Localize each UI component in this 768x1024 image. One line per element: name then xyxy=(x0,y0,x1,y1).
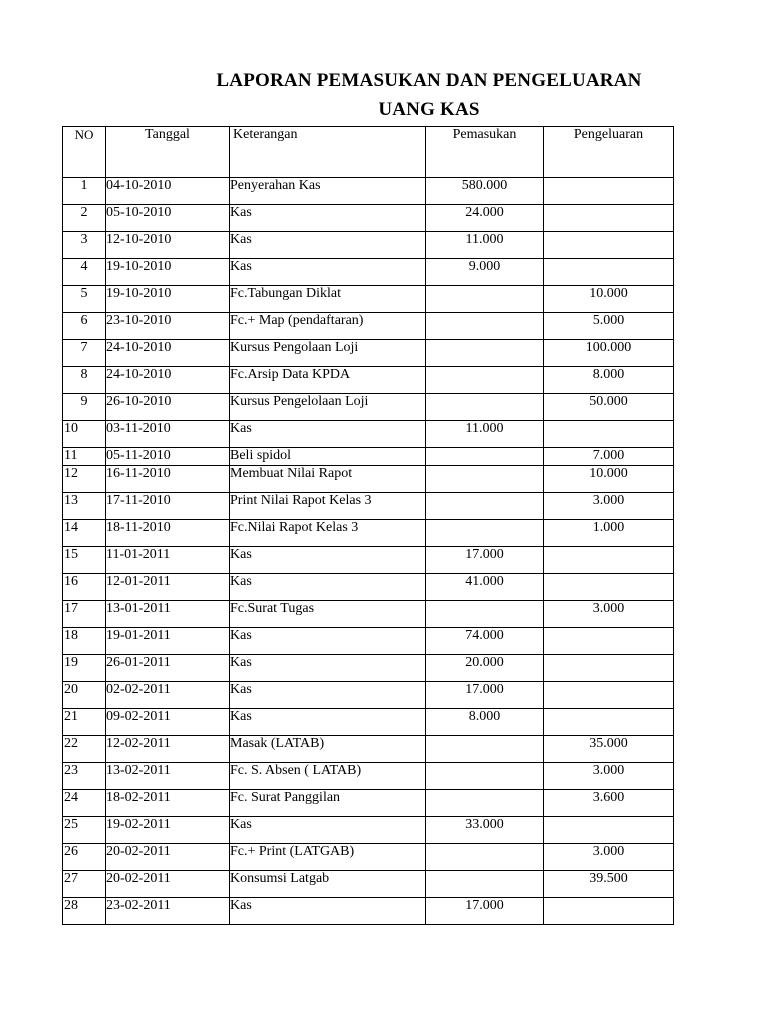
cell-pengeluaran: 3.600 xyxy=(544,790,674,817)
cell-pengeluaran: 5.000 xyxy=(544,313,674,340)
cell-pengeluaran xyxy=(544,259,674,286)
cell-pengeluaran: 50.000 xyxy=(544,394,674,421)
cell-pengeluaran xyxy=(544,547,674,574)
cell-pengeluaran xyxy=(544,709,674,736)
cell-tanggal: 12-01-2011 xyxy=(106,574,230,601)
cell-tanggal: 17-11-2010 xyxy=(106,493,230,520)
table-row xyxy=(63,493,674,520)
cell-keterangan: Fc.+ Print (LATGAB) xyxy=(230,844,426,871)
cell-pengeluaran xyxy=(544,574,674,601)
cell-no: 22 xyxy=(63,736,106,763)
column-header-no: NO xyxy=(63,127,106,178)
cell-tanggal: 26-10-2010 xyxy=(106,394,230,421)
table-row xyxy=(63,817,674,844)
cell-pengeluaran xyxy=(544,421,674,448)
cell-no: 14 xyxy=(63,520,106,547)
cell-pengeluaran xyxy=(544,655,674,682)
cell-keterangan: Kas xyxy=(230,898,426,925)
table-row xyxy=(63,367,674,394)
cell-tanggal: 13-01-2011 xyxy=(106,601,230,628)
table-body xyxy=(63,178,674,925)
column-header-keterangan: Keterangan xyxy=(230,127,426,178)
cell-keterangan: Kas xyxy=(230,547,426,574)
cell-keterangan: Kas xyxy=(230,628,426,655)
table-header-row xyxy=(63,127,674,178)
cell-pemasukan: 17.000 xyxy=(426,547,544,574)
column-header-tanggal: Tanggal xyxy=(106,127,230,178)
report-subtitle: UANG KAS xyxy=(378,99,480,120)
cell-pengeluaran: 39.500 xyxy=(544,871,674,898)
cell-no: 12 xyxy=(63,466,106,493)
cell-pengeluaran xyxy=(544,628,674,655)
cell-pemasukan: 24.000 xyxy=(426,205,544,232)
cell-pemasukan xyxy=(426,448,544,466)
table-row xyxy=(63,709,674,736)
table-row xyxy=(63,898,674,925)
cell-no: 7 xyxy=(63,340,106,367)
cell-pengeluaran: 35.000 xyxy=(544,736,674,763)
cell-pemasukan xyxy=(426,601,544,628)
cell-no: 17 xyxy=(63,601,106,628)
cell-pemasukan xyxy=(426,313,544,340)
table-row xyxy=(63,844,674,871)
cell-no: 13 xyxy=(63,493,106,520)
cell-pemasukan xyxy=(426,466,544,493)
cell-keterangan: Penyerahan Kas xyxy=(230,178,426,205)
cell-pemasukan xyxy=(426,367,544,394)
cell-keterangan: Kas xyxy=(230,259,426,286)
cell-keterangan: Kas xyxy=(230,421,426,448)
cell-tanggal: 05-10-2010 xyxy=(106,205,230,232)
cell-no: 24 xyxy=(63,790,106,817)
cell-tanggal: 24-10-2010 xyxy=(106,340,230,367)
cell-no: 15 xyxy=(63,547,106,574)
table-row xyxy=(63,466,674,493)
cell-tanggal: 04-10-2010 xyxy=(106,178,230,205)
column-header-pengeluaran: Pengeluaran xyxy=(544,127,674,178)
table-row xyxy=(63,601,674,628)
cell-pemasukan xyxy=(426,763,544,790)
cell-keterangan: Kas xyxy=(230,682,426,709)
cell-no: 19 xyxy=(63,655,106,682)
cell-no: 28 xyxy=(63,898,106,925)
cell-pemasukan: 33.000 xyxy=(426,817,544,844)
table-row xyxy=(63,574,674,601)
table-row xyxy=(63,547,674,574)
cell-pemasukan: 8.000 xyxy=(426,709,544,736)
cell-tanggal: 02-02-2011 xyxy=(106,682,230,709)
cell-no: 6 xyxy=(63,313,106,340)
cell-pengeluaran: 3.000 xyxy=(544,601,674,628)
cell-no: 2 xyxy=(63,205,106,232)
cell-pengeluaran: 8.000 xyxy=(544,367,674,394)
cell-tanggal: 09-02-2011 xyxy=(106,709,230,736)
cell-pengeluaran: 7.000 xyxy=(544,448,674,466)
cell-tanggal: 03-11-2010 xyxy=(106,421,230,448)
cell-pemasukan xyxy=(426,394,544,421)
cell-keterangan: Beli spidol xyxy=(230,448,426,466)
table-row xyxy=(63,628,674,655)
cell-keterangan: Kursus Pengolaan Loji xyxy=(230,340,426,367)
table-row xyxy=(63,340,674,367)
table-row xyxy=(63,448,674,466)
cell-pengeluaran xyxy=(544,817,674,844)
table-row xyxy=(63,682,674,709)
cash-ledger-table xyxy=(62,126,674,925)
cell-no: 27 xyxy=(63,871,106,898)
cell-tanggal: 18-11-2010 xyxy=(106,520,230,547)
cell-no: 23 xyxy=(63,763,106,790)
cell-tanggal: 23-10-2010 xyxy=(106,313,230,340)
cell-keterangan: Kas xyxy=(230,574,426,601)
table-row xyxy=(63,259,674,286)
cell-no: 20 xyxy=(63,682,106,709)
cell-pemasukan: 11.000 xyxy=(426,421,544,448)
report-title: LAPORAN PEMASUKAN DAN PENGELUARAN xyxy=(216,70,642,91)
cell-keterangan: Fc.Arsip Data KPDA xyxy=(230,367,426,394)
cell-pengeluaran xyxy=(544,205,674,232)
cell-tanggal: 05-11-2010 xyxy=(106,448,230,466)
cell-pengeluaran: 1.000 xyxy=(544,520,674,547)
cell-keterangan: Fc. S. Absen ( LATAB) xyxy=(230,763,426,790)
cell-pemasukan xyxy=(426,844,544,871)
cell-tanggal: 19-10-2010 xyxy=(106,286,230,313)
cell-pemasukan xyxy=(426,286,544,313)
table-row xyxy=(63,871,674,898)
cell-pemasukan: 11.000 xyxy=(426,232,544,259)
table-row xyxy=(63,763,674,790)
cell-no: 9 xyxy=(63,394,106,421)
cell-keterangan: Konsumsi Latgab xyxy=(230,871,426,898)
cell-keterangan: Kas xyxy=(230,655,426,682)
cell-keterangan: Fc.Nilai Rapot Kelas 3 xyxy=(230,520,426,547)
cell-pengeluaran xyxy=(544,232,674,259)
table-row xyxy=(63,655,674,682)
cell-no: 18 xyxy=(63,628,106,655)
cell-keterangan: Fc.Tabungan Diklat xyxy=(230,286,426,313)
cell-pengeluaran xyxy=(544,898,674,925)
cell-pemasukan xyxy=(426,790,544,817)
cell-keterangan: Kursus Pengelolaan Loji xyxy=(230,394,426,421)
cell-pengeluaran: 3.000 xyxy=(544,763,674,790)
cell-pemasukan xyxy=(426,493,544,520)
cell-tanggal: 19-10-2010 xyxy=(106,259,230,286)
cell-no: 26 xyxy=(63,844,106,871)
cell-tanggal: 24-10-2010 xyxy=(106,367,230,394)
cell-keterangan: Print Nilai Rapot Kelas 3 xyxy=(230,493,426,520)
cell-tanggal: 12-02-2011 xyxy=(106,736,230,763)
cell-keterangan: Kas xyxy=(230,817,426,844)
cell-pengeluaran: 3.000 xyxy=(544,844,674,871)
cell-pemasukan: 17.000 xyxy=(426,898,544,925)
cell-no: 5 xyxy=(63,286,106,313)
cell-keterangan: Fc.Surat Tugas xyxy=(230,601,426,628)
cell-pengeluaran: 3.000 xyxy=(544,493,674,520)
table-row xyxy=(63,286,674,313)
cell-keterangan: Kas xyxy=(230,205,426,232)
cell-tanggal: 19-02-2011 xyxy=(106,817,230,844)
cell-tanggal: 20-02-2011 xyxy=(106,871,230,898)
table-row xyxy=(63,790,674,817)
cell-tanggal: 20-02-2011 xyxy=(106,844,230,871)
cell-tanggal: 16-11-2010 xyxy=(106,466,230,493)
cell-pemasukan: 580.000 xyxy=(426,178,544,205)
cell-no: 1 xyxy=(63,178,106,205)
cell-no: 21 xyxy=(63,709,106,736)
cell-no: 11 xyxy=(63,448,106,466)
cell-pemasukan xyxy=(426,520,544,547)
cell-tanggal: 18-02-2011 xyxy=(106,790,230,817)
cell-pemasukan: 17.000 xyxy=(426,682,544,709)
cell-keterangan: Fc. Surat Panggilan xyxy=(230,790,426,817)
cell-pengeluaran: 100.000 xyxy=(544,340,674,367)
cell-tanggal: 11-01-2011 xyxy=(106,547,230,574)
table-row xyxy=(63,520,674,547)
cell-no: 25 xyxy=(63,817,106,844)
table-row xyxy=(63,421,674,448)
cell-tanggal: 12-10-2010 xyxy=(106,232,230,259)
cell-pengeluaran: 10.000 xyxy=(544,286,674,313)
cell-no: 3 xyxy=(63,232,106,259)
cell-keterangan: Membuat Nilai Rapot xyxy=(230,466,426,493)
cell-pemasukan: 41.000 xyxy=(426,574,544,601)
table-row xyxy=(63,178,674,205)
cell-pengeluaran xyxy=(544,682,674,709)
cell-pengeluaran xyxy=(544,178,674,205)
cell-pemasukan: 20.000 xyxy=(426,655,544,682)
cell-tanggal: 13-02-2011 xyxy=(106,763,230,790)
table-row xyxy=(63,232,674,259)
table-row xyxy=(63,313,674,340)
cell-no: 16 xyxy=(63,574,106,601)
cell-pemasukan xyxy=(426,871,544,898)
table-row xyxy=(63,736,674,763)
table-row xyxy=(63,205,674,232)
cell-pemasukan: 74.000 xyxy=(426,628,544,655)
cell-tanggal: 26-01-2011 xyxy=(106,655,230,682)
cell-keterangan: Masak (LATAB) xyxy=(230,736,426,763)
cell-pemasukan: 9.000 xyxy=(426,259,544,286)
cell-no: 10 xyxy=(63,421,106,448)
table-row xyxy=(63,394,674,421)
cell-no: 4 xyxy=(63,259,106,286)
cell-tanggal: 23-02-2011 xyxy=(106,898,230,925)
column-header-pemasukan: Pemasukan xyxy=(426,127,544,178)
cell-pemasukan xyxy=(426,736,544,763)
cell-pengeluaran: 10.000 xyxy=(544,466,674,493)
cell-tanggal: 19-01-2011 xyxy=(106,628,230,655)
cell-keterangan: Kas xyxy=(230,232,426,259)
cell-no: 8 xyxy=(63,367,106,394)
cell-keterangan: Kas xyxy=(230,709,426,736)
cell-pemasukan xyxy=(426,340,544,367)
cell-keterangan: Fc.+ Map (pendaftaran) xyxy=(230,313,426,340)
